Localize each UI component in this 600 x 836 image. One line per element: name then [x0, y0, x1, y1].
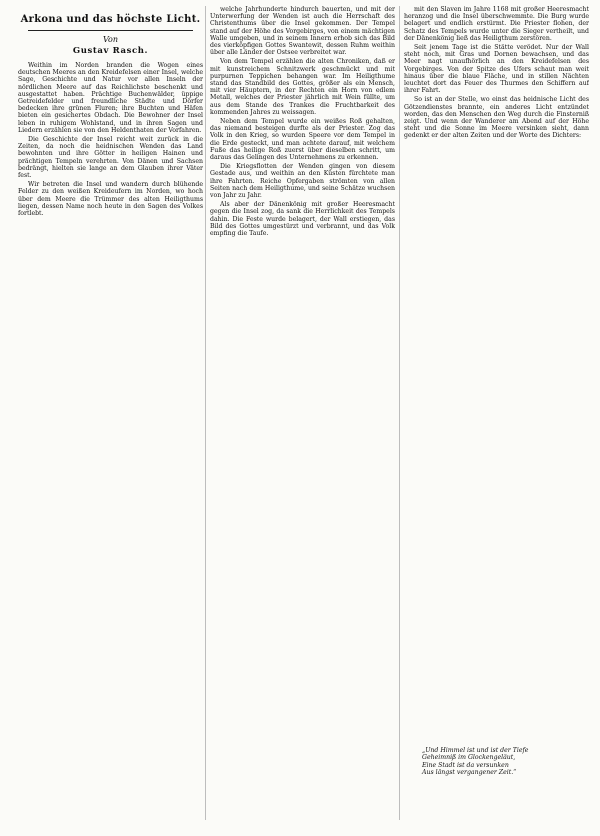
byline: Von — [102, 35, 118, 44]
paragraph: welche Jahrhunderte hindurch bauerten, und mit der Unterwerfung der Wenden ist auch die Herrschaft des Christenthums über die Insel gekommen. Der Tempel stand auf der Höhe des Vorgebirges, von einem mächtigen Walle umgeben, und in seinem Innern erhob sich das Bild des vierköpfigen Gottes Swantewit, dessen Ruhm weithin über alle Länder der Ostsee verbreitet war. — [210, 6, 395, 57]
paragraph: Seit jenem Tage ist die Stätte verödet. Nur der Wall steht noch, mit Gras und Dornen bewachsen, und das Meer nagt unaufhörlich an den Kreidefelsen des Vorgebirges. Von der Spitze des Ufers schaut man weit hinaus über die blaue Fläche, und in stillen Nächten leuchtet dort das Feuer des Thurmes den Schiffern auf ihrer Fahrt. — [404, 44, 589, 95]
text-column-1 — [18, 62, 203, 822]
paragraph: mit den Slaven im Jahre 1168 mit großer Heeresmacht heranzog und die Insel überschwemmte. Die Burg wurde belagert und endlich erstürmt. Die Priester flohen, der Schatz des Tempels wurde unter die Sieger vertheilt, und der Dänenkönig ließ das Heiligthum zerstören. — [404, 6, 589, 42]
paragraph: So ist an der Stelle, wo einst das heidnische Licht des Götzendienstes brannte, ein anderes Licht entzündet worden, das den Menschen den Weg durch die Finsterniß zeigt. Und wenn der Wanderer am Abend auf der Höhe steht und die Sonne im Meere versinken sieht, dann gedenkt er der alten Zeiten und der Worte des Dichters: — [404, 96, 589, 140]
text-column-2 — [210, 6, 395, 822]
column-separator — [205, 6, 206, 820]
paragraph: Von dem Tempel erzählen die alten Chroniken, daß er mit kunstreichem Schnitzwerk geschmückt und mit purpurnen Teppichen behangen war. Im Heiligthume stand das Standbild des Gottes, größer als ein Mensch, mit vier Häuptern, in der Rechten ein Horn von edlem Metall, welches der Priester jährlich mit Wein füllte, um aus dem Stande des Trankes die Fruchtbarkeit des kommenden Jahres zu weissagen. — [210, 58, 395, 116]
poem-line: Eine Stadt ist da versunken — [422, 761, 509, 769]
paragraph: Als aber der Dänenkönig mit großer Heeresmacht gegen die Insel zog, da sank die Herrlichkeit des Tempels dahin. Die Feste wurde belagert, der Wall erstiegen, das Bild des Gottes umgestürzt und verbrannt, und das Volk empfing die Taufe. — [210, 201, 395, 238]
title-rule — [28, 30, 193, 31]
paragraph: Die Geschichte der Insel reicht weit zurück in die Zeiten, da noch die heidnischen Wenden das Land bewohnten und ihre Götter in heiligen Hainen und prächtigen Tempeln verehrten. Von Dänen und Sachsen bedrängt, hielten sie lange an dem Glauben ihrer Väter fest. — [18, 136, 203, 180]
text-column-3 — [404, 6, 589, 822]
author-name: Gustav Rasch. — [72, 46, 149, 56]
closing-poem — [404, 747, 589, 777]
paragraph: Die Kriegsflotten der Wenden gingen von diesem Gestade aus, und weithin an den Küsten fürchtete man ihre Fahrten. Reiche Opfergaben strömten von allen Seiten nach dem Heiligthume, und seine Schätze wuchsen von Jahr zu Jahr. — [210, 163, 395, 200]
column-separator — [399, 6, 400, 820]
article-title: Arkona und das höchste Licht. — [20, 14, 201, 25]
paragraph: Weithin im Norden branden die Wogen eines deutschen Meeres an den Kreidefelsen einer Insel, welche Sage, Geschichte und Natur vor allen Inseln der nördlichen Meere auf das Reichlichste beschenkt und ausgestattet haben. Prächtige Buchenwälder, üppige Getreidefelder und freundliche Städte und Dörfer bedecken ihre grünen Fluren; ihre Buchten und Häfen bieten ein gesichertes Obdach. Die Bewohner der Insel leben in ruhigem Wohlstand, und in ihren Sagen und Liedern erzählen sie von den Heldenthaten der Vorfahren. — [18, 62, 203, 134]
poem-line: Geheimniß im Glockengeläut, — [422, 754, 516, 762]
paragraph: Neben dem Tempel wurde ein weißes Roß gehalten, das niemand besteigen durfte als der Priester. Zog das Volk in den Krieg, so wurden Speere vor dem Tempel in die Erde gesteckt, und man achtete darauf, mit welchem Fuße das heilige Roß zuerst über dieselben schritt, um daraus das Gelingen des Unternehmens zu erkennen. — [210, 118, 395, 162]
paragraph: Wir betreten die Insel und wandern durch blühende Felder zu den weißen Kreideufern im Norden, wo hoch über dem Meere die Trümmer des alten Heiligthums liegen, dessen Name noch heute in den Sagen des Volkes fortlebt. — [18, 181, 203, 218]
poem-line: Aus längst vergangener Zeit.“ — [422, 769, 517, 777]
poem-line: „Und Himmel ist und ist der Tiefe — [422, 747, 529, 754]
